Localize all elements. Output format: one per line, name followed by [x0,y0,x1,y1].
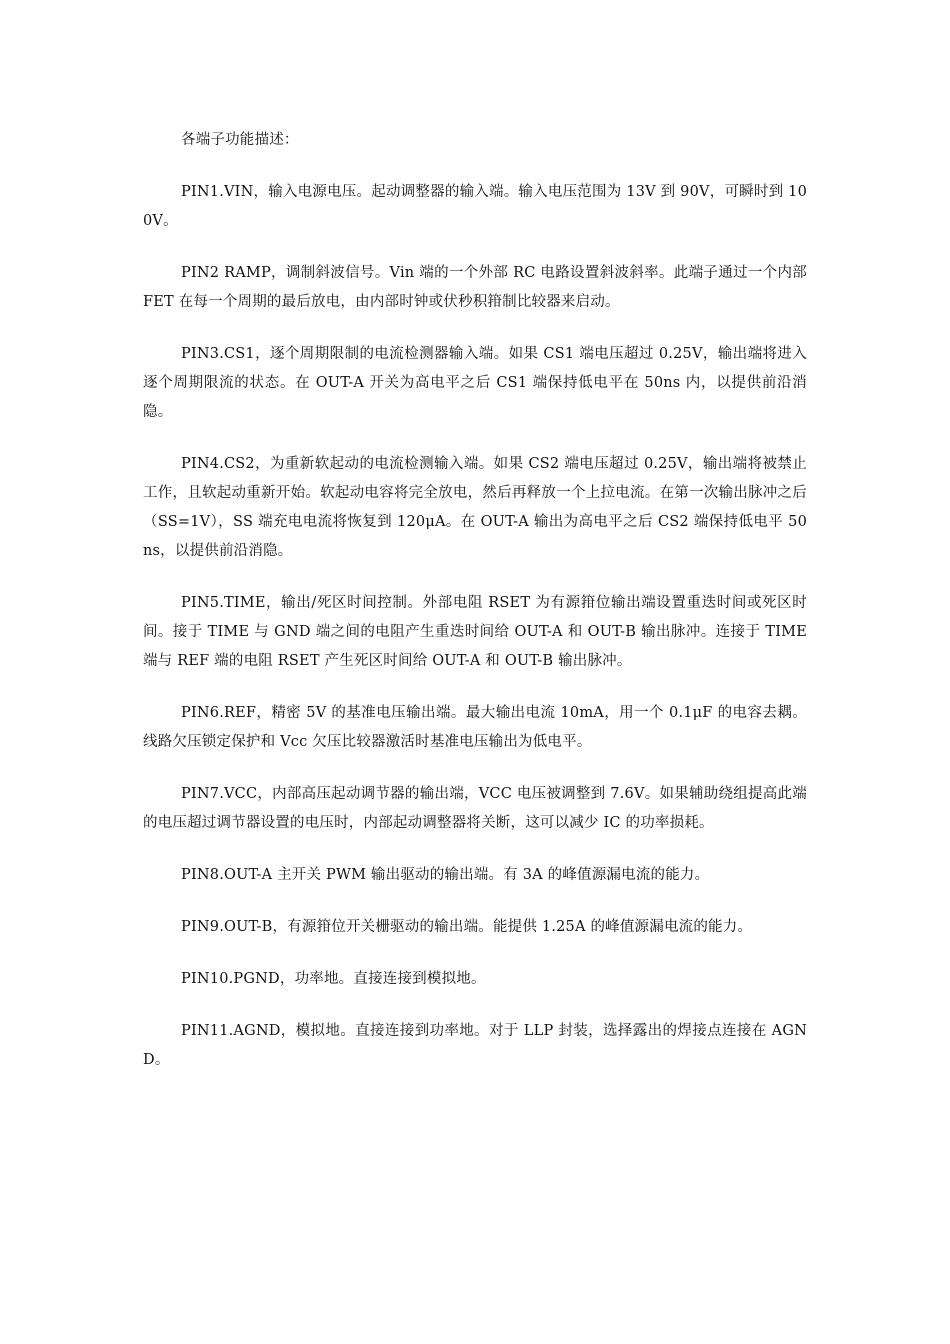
paragraph-pin5: PIN5.TIME，输出/死区时间控制。外部电阻 RSET 为有源箝位输出端设置重迭时间或死区时间。接于 TIME 与 GND 端之间的电阻产生重迭时间给 OUT-A 和 OUT-B 输出脉冲。连接于 TIME 端与 REF 端的电阻 RSET 产生死区时间给 OUT-A 和 OUT-B 输出脉冲。 [143,595,807,669]
paragraph-pin1: PIN1.VIN，输入电源电压。起动调整器的输入端。输入电压范围为 13V 到 90V，可瞬时到 100V。 [143,184,807,229]
paragraph-pin4: PIN4.CS2，为重新软起动的电流检测输入端。如果 CS2 端电压超过 0.25V，输出端将被禁止工作，且软起动重新开始。软起动电容将完全放电，然后再释放一个上拉电流。在第一次输出脉冲之后（SS=1V），SS 端充电电流将恢复到 120μA。在 OUT-A 输出为高电平之后 CS2 端保持低电平 50ns，以提供前沿消隐。 [143,456,807,559]
paragraph-pin2: PIN2 RAMP，调制斜波信号。Vin 端的一个外部 RC 电路设置斜波斜率。此端子通过一个内部 FET 在每一个周期的最后放电，由内部时钟或伏秒积箝制比较器来启动。 [143,265,807,310]
paragraph-pin7: PIN7.VCC，内部高压起动调节器的输出端，VCC 电压被调整到 7.6V。如果辅助绕组提高此端的电压超过调节器设置的电压时，内部起动调整器将关断，这可以减少 IC 的功率损耗。 [143,786,807,831]
paragraph-pin10: PIN10.PGND，功率地。直接连接到模拟地。 [181,971,486,987]
paragraph-pin8: PIN8.OUT-A 主开关 PWM 输出驱动的输出端。有 3A 的峰值源漏电流的能力。 [181,867,710,883]
section-heading: 各端子功能描述： [181,132,299,148]
paragraph-pin3: PIN3.CS1，逐个周期限制的电流检测器输入端。如果 CS1 端电压超过 0.25V，输出端将进入逐个周期限流的状态。在 OUT-A 开关为高电平之后 CS1 端保持低电平在 50ns 内，以提供前沿消隐。 [143,346,807,420]
document-body [143,126,807,1075]
paragraph-pin9: PIN9.OUT-B，有源箝位开关栅驱动的输出端。能提供 1.25A 的峰值源漏电流的能力。 [181,919,753,935]
paragraph-pin11: PIN11.AGND，模拟地。直接连接到功率地。对于 LLP 封装，选择露出的焊接点连接在 AGND。 [143,1023,807,1068]
paragraph-pin6: PIN6.REF，精密 5V 的基准电压输出端。最大输出电流 10mA，用一个 0.1μF 的电容去耦。线路欠压锁定保护和 Vcc 欠压比较器激活时基准电压输出为低电平。 [143,705,807,750]
